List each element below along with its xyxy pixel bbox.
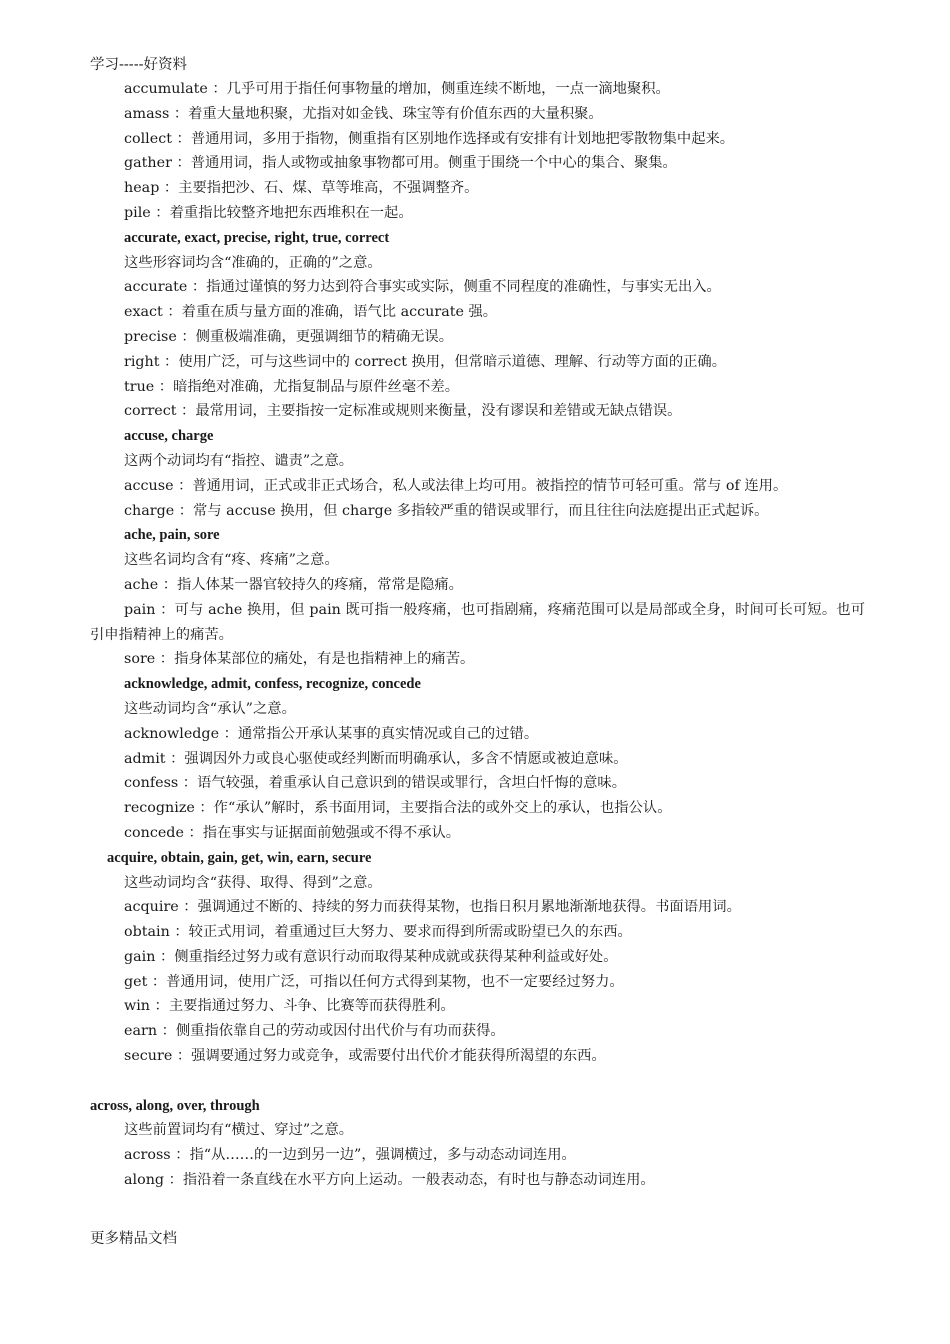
entry-along: along ：指沿着一条直线在水平方向上运动。一般表动态，有时也与静态动词连用。 (124, 1172, 655, 1189)
page-header: 学习-----好资料 (90, 57, 187, 73)
entry-concede: concede ：指在事实与证据面前勉强或不得不承认。 (124, 824, 461, 841)
entry-heap: heap ：主要指把沙、石、煤、草等堆高，不强调整齐。 (124, 180, 479, 197)
entry-accurate: accurate ：指通过谨慎的努力达到符合事实或实际，侧重不同程度的准确性，与事实无出入。 (124, 279, 721, 296)
entry-ache: ache ：指人体某一器官较持久的疼痛，常常是隐痛。 (124, 576, 463, 593)
entry-correct: correct ：最常用词，主要指按一定标准或规则来衡量，没有谬误和差错或无缺点错误。 (124, 403, 682, 420)
entry-pain: pain ：可与 ache 换用，但 pain 既可指一般疼痛，也可指剧痛，疼痛范围可以是局部或全身，时间可长可短。也可引申指精神上的痛苦。 (90, 601, 865, 643)
entry-gather: gather ：普通用词，指人或物或抽象事物都可用。侧重于围绕一个中心的集合、聚集。 (124, 155, 677, 172)
entry-collect: collect ：普通用词，多用于指物，侧重指有区别地作选择或有安排有计划地把零散物集中起来。 (124, 130, 735, 147)
entry-accumulate: accumulate ：几乎可用于指任何事物量的增加，侧重连续不断地，一点一滴地聚积。 (124, 81, 670, 97)
entry-win: win ：主要指通过努力、斗争、比赛等而获得胜利。 (124, 998, 455, 1015)
heading-acquire: acquire, obtain, gain, get, win, earn, secure (107, 849, 372, 866)
desc-ache: 这些名词均含有“疼、疼痛”之意。 (124, 552, 339, 569)
heading-accuse: accuse, charge (124, 428, 214, 445)
heading-accurate: accurate, exact, precise, right, true, correct (124, 229, 390, 246)
entry-across: across ：指“从……的一边到另一边”，强调横过，多与动态动词连用。 (124, 1147, 576, 1164)
desc-acknowledge: 这些动词均含“承认”之意。 (124, 700, 296, 717)
entry-pile: pile ：着重指比较整齐地把东西堆积在一起。 (124, 204, 413, 221)
entry-gain: gain ：侧重指经过努力或有意识行动而取得某种成就或获得某种利益或好处。 (124, 948, 618, 965)
entry-sore: sore ：指身体某部位的痛处，有是也指精神上的痛苦。 (124, 651, 475, 668)
entry-acknowledge: acknowledge ：通常指公开承认某事的真实情况或自己的过错。 (124, 725, 539, 742)
entry-charge: charge ：常与 accuse 换用，但 charge 多指较严重的错误或罪行，而且往往向法庭提出正式起诉。 (124, 502, 769, 519)
desc-accuse: 这两个动词均有“指控、谴责”之意。 (124, 452, 354, 469)
desc-acquire: 这些动词均含“获得、取得、得到”之意。 (124, 874, 382, 891)
page-footer: 更多精品文档 (90, 1231, 177, 1247)
desc-across: 这些前置词均有“横过、穿过”之意。 (124, 1122, 354, 1139)
entry-obtain: obtain ：较正式用词，着重通过巨大努力、要求而得到所需或盼望已久的东西。 (124, 924, 632, 941)
desc-accurate: 这些形容词均含“准确的，正确的”之意。 (124, 254, 382, 271)
entry-right: right ：使用广泛，可与这些词中的 correct 换用，但常暗示道德、理解、行动等方面的正确。 (124, 353, 727, 370)
entry-amass: amass ：着重大量地积聚，尤指对如金钱、珠宝等有价值东西的大量积聚。 (124, 105, 603, 122)
entry-recognize: recognize ：作“承认”解时，系书面用词，主要指合法的或外交上的承认，也指公认。 (124, 800, 672, 817)
blank-line (90, 1069, 865, 1094)
entry-secure: secure ：强调要通过努力或竞争，或需要付出代价才能获得所渴望的东西。 (124, 1048, 606, 1065)
entry-accuse: accuse ：普通用词，正式或非正式场合，私人或法律上均可用。被指控的情节可轻可重。常与 of 连用。 (124, 477, 788, 494)
heading-acknowledge: acknowledge, admit, confess, recognize, concede (124, 676, 421, 693)
entry-precise: precise ：侧重极端准确，更强调细节的精确无误。 (124, 328, 454, 345)
heading-across: across, along, over, through (90, 1097, 260, 1114)
entry-confess: confess ：语气较强，着重承认自己意识到的错误或罪行，含坦白忏悔的意味。 (124, 775, 626, 792)
entry-acquire: acquire ：强调通过不断的、持续的努力而获得某物，也指日积月累地渐渐地获得。书面语用词。 (124, 899, 741, 916)
entry-exact: exact ：着重在质与量方面的准确，语气比 accurate 强。 (124, 304, 498, 321)
document-body (90, 77, 865, 1193)
entry-true: true ：暗指绝对准确，尤指复制品与原件丝毫不差。 (124, 378, 460, 395)
heading-ache: ache, pain, sore (124, 527, 220, 544)
entry-earn: earn ：侧重指依靠自己的劳动或因付出代价与有功而获得。 (124, 1023, 505, 1040)
entry-get: get ：普通用词，使用广泛，可指以任何方式得到某物，也不一定要经过努力。 (124, 973, 624, 990)
entry-admit: admit ：强调因外力或良心驱使或经判断而明确承认，多含不情愿或被迫意味。 (124, 750, 628, 767)
